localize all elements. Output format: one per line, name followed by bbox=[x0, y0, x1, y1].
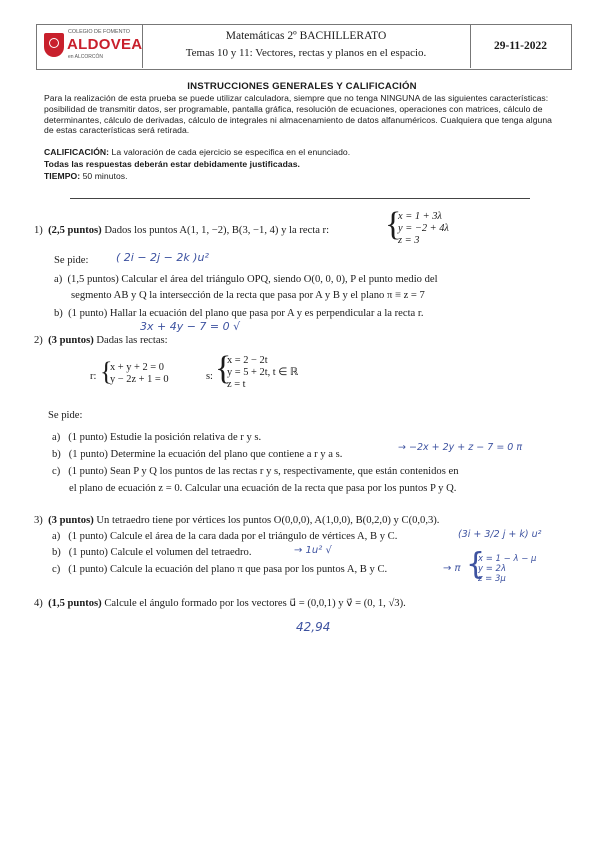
p2-a-label: a) bbox=[52, 432, 61, 443]
p2-number: 2) bbox=[34, 335, 43, 346]
p3-c bbox=[52, 563, 387, 576]
p2-r-label: r: bbox=[90, 371, 97, 382]
p3-text: Un tetraedro tiene por vértices los puntos O(0,0,0), A(1,0,0), B(0,2,0) y C(0,0,3). bbox=[96, 515, 440, 526]
p2-c bbox=[52, 465, 459, 478]
logo-bottom-text: en ALCORCÓN bbox=[68, 54, 104, 60]
p1-a-label: a) bbox=[54, 274, 63, 285]
p1-sys-x: x = 1 + 3λ bbox=[398, 211, 442, 222]
p3-b-label: b) bbox=[52, 547, 61, 558]
time-line bbox=[44, 171, 128, 182]
calificacion-text: La valoración de cada ejercicio se especifica en el enunciado. bbox=[109, 147, 351, 157]
p2-b-label: b) bbox=[52, 449, 61, 460]
p3-b bbox=[52, 546, 251, 559]
p1-handwritten-answer-a: ( 2i − 2j − 2k )u² bbox=[116, 251, 209, 264]
p1-points: (2,5 puntos) bbox=[48, 225, 102, 236]
p1-sys-y: y = −2 + 4λ bbox=[398, 223, 449, 234]
p3-hand-sys-y: y = 2λ bbox=[478, 564, 506, 574]
p1-a bbox=[54, 273, 438, 286]
justify-line: Todas las respuestas deberán estar debidamente justificadas. bbox=[44, 159, 300, 169]
p2-c-text2: el plano de ecuación z = 0. Calcular una ecuación de la recta que pasa por los puntos P y Q. bbox=[69, 483, 457, 494]
p2-text: Dadas las rectas: bbox=[96, 335, 168, 346]
p1-handwritten-answer-b: 3x + 4y − 7 = 0 √ bbox=[140, 320, 241, 333]
p3-handwritten-brace: { bbox=[466, 547, 486, 582]
p2-c-text1: (1 punto) Sean P y Q los puntos de las rectas r y s, respectivamente, que están contenidos en bbox=[68, 466, 459, 477]
p4-handwritten-answer: 42,94 bbox=[296, 620, 331, 634]
p3-handwritten-system bbox=[478, 554, 536, 584]
instructions-title: INSTRUCCIONES GENERALES Y CALIFICACIÓN bbox=[187, 81, 417, 92]
calificacion-line bbox=[44, 147, 562, 158]
p1-a-text1: Calcular el área del triángulo OPQ, siendo O(0, 0, 0), P el punto medio del bbox=[121, 274, 438, 285]
header-subject: Matemáticas 2º BACHILLERATO bbox=[225, 30, 387, 42]
p2-s-system bbox=[227, 355, 298, 391]
p2-r-brace: { bbox=[100, 357, 113, 386]
p3-statement bbox=[34, 514, 439, 527]
p1-statement bbox=[34, 224, 329, 237]
p3-hand-sys-z: z = 3μ bbox=[478, 574, 506, 584]
header-date: 29-11-2022 bbox=[493, 40, 548, 52]
p3-hand-sys-x: x = 1 − λ − μ bbox=[478, 554, 537, 564]
p2-points: (3 puntos) bbox=[48, 335, 94, 346]
separator-line bbox=[70, 198, 530, 199]
p2-b-text: (1 punto) Determine la ecuación del plano que contiene a r y a s. bbox=[68, 449, 343, 460]
p1-system bbox=[398, 211, 449, 247]
p1-sys-z: z = 3 bbox=[398, 235, 420, 246]
p1-a-points: (1,5 puntos) bbox=[67, 274, 119, 285]
p3-handwritten-answer-b: → 1u² √ bbox=[294, 545, 332, 556]
header-topic: Temas 10 y 11: Vectores, rectas y planos en el espacio. bbox=[185, 47, 427, 59]
p2-s-brace: { bbox=[215, 350, 232, 387]
p2-a bbox=[52, 431, 261, 444]
calificacion-label: CALIFICACIÓN: bbox=[44, 147, 110, 157]
p1-b-points: (1 punto) bbox=[68, 308, 108, 319]
instructions-body: Para la realización de esta prueba se puede utilizar calculadora, siempre que no tenga NINGUNA de las siguientes características: posibilidad de transmitir datos, ser programable, pantalla gráfica, resolución de ecuaciones, operaciones con matrices, cálculo de determinantes, cálculo de derivadas, cálculo de integrales ni almacenamiento de datos alfanuméricos. Cualquiera que tenga alguna de estas características será retirada. bbox=[44, 93, 553, 136]
logo-name: ALDOVEA bbox=[67, 36, 143, 53]
p2-statement bbox=[34, 334, 168, 347]
p2-s-eq2: y = 5 + 2t, t ∈ ℝ bbox=[227, 367, 299, 378]
p1-number: 1) bbox=[34, 225, 43, 236]
time-label: TIEMPO: bbox=[44, 171, 81, 181]
p1-a-text2: segmento AB y Q la intersección de la recta que pasa por A y B y el plano π ≡ z = 7 bbox=[71, 290, 425, 301]
p3-a-label: a) bbox=[52, 531, 61, 542]
p3-handwritten-answer-a: (3i + 3/2 j + k) u² bbox=[458, 529, 542, 540]
p2-s-eq3: z = t bbox=[227, 379, 246, 390]
p2-r-eq1: x + y + 2 = 0 bbox=[110, 362, 164, 373]
p2-handwritten-answer-b: → −2x + 2y + z − 7 = 0 π bbox=[398, 442, 523, 453]
p3-c-text: (1 punto) Calcule la ecuación del plano π que pasa por los puntos A, B y C. bbox=[68, 564, 388, 575]
p1-text: Dados los puntos A(1, 1, −2), B(3, −1, 4) y la recta r: bbox=[104, 225, 330, 236]
p1-b-label: b) bbox=[54, 308, 63, 319]
p4-points: (1,5 puntos) bbox=[48, 598, 102, 609]
p2-c-label: c) bbox=[52, 466, 61, 477]
p1-b-text: Hallar la ecuación del plano que pasa por A y es perpendicular a la recta r. bbox=[109, 308, 424, 319]
logo-shield-icon bbox=[44, 33, 64, 57]
p2-s-label: s: bbox=[206, 371, 213, 382]
school-logo bbox=[44, 27, 143, 65]
p2-se-pide: Se pide: bbox=[48, 410, 83, 421]
p4-text: Calcule el ángulo formado por los vectores u⃗ = (0,0,1) y v⃗ = (0, 1, √3). bbox=[104, 598, 406, 609]
p1-system-brace: { bbox=[385, 206, 402, 243]
p2-r-eq2: y − 2z + 1 = 0 bbox=[110, 374, 169, 385]
time-text: 50 minutos. bbox=[80, 171, 128, 181]
p1-se-pide: Se pide: bbox=[54, 255, 89, 266]
p3-b-text: (1 punto) Calcule el volumen del tetraedro. bbox=[68, 547, 252, 558]
p3-handwritten-arrow-c: → π bbox=[443, 563, 461, 574]
p2-b bbox=[52, 448, 342, 461]
p3-c-label: c) bbox=[52, 564, 61, 575]
p3-a bbox=[52, 530, 397, 543]
p2-r-system bbox=[110, 362, 169, 386]
p3-number: 3) bbox=[34, 515, 43, 526]
p3-a-text: (1 punto) Calcule el área de la cara dada por el triángulo de vértices A, B y C. bbox=[68, 531, 398, 542]
logo-top-text: COLEGIO DE FOMENTO bbox=[68, 29, 130, 35]
p2-a-text: (1 punto) Estudie la posición relativa de r y s. bbox=[68, 432, 262, 443]
p4-statement bbox=[34, 597, 406, 610]
p3-points: (3 puntos) bbox=[48, 515, 94, 526]
p2-s-eq1: x = 2 − 2t bbox=[227, 355, 268, 366]
p1-b bbox=[54, 307, 423, 320]
p4-number: 4) bbox=[34, 598, 43, 609]
